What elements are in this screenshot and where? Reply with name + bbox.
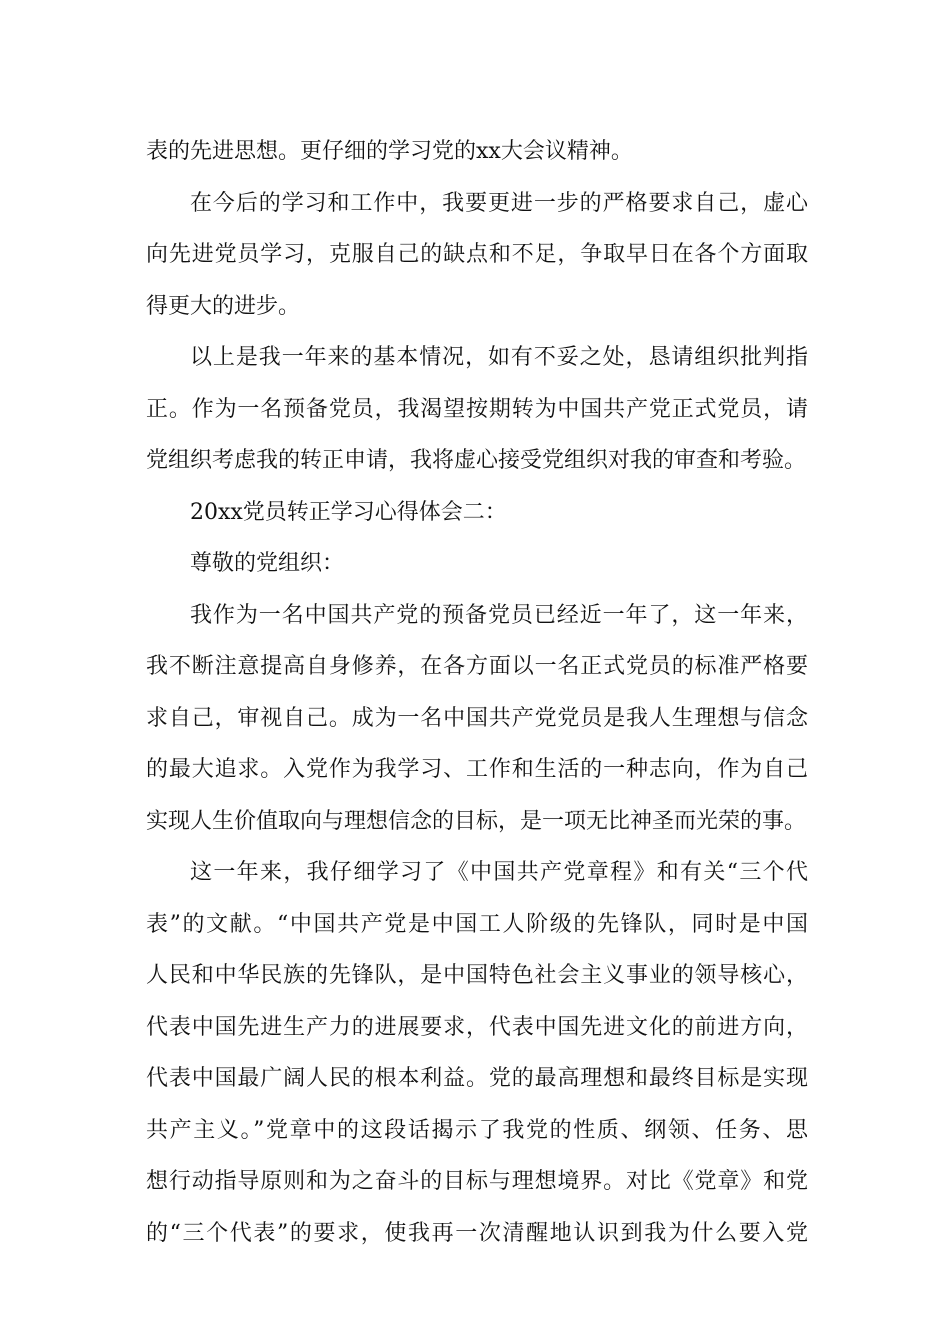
text-line: 代表中国先进生产力的进展要求，代表中国先进文化的前进方向， <box>146 1014 808 1040</box>
text-line: 的“三个代表”的要求，使我再一次清醒地认识到我为什么要入党 <box>146 1220 808 1246</box>
text-line: 人民和中华民族的先锋队，是中国特色社会主义事业的领导核心， <box>146 963 808 988</box>
text-line: 这一年来，我仔细学习了《中国共产党章程》和有关“三个代 <box>190 860 808 885</box>
text-line: 在今后的学习和工作中，我要更进一步的严格要求自己，虚心 <box>190 190 808 216</box>
document-body <box>146 126 808 1259</box>
text-line: 的最大追求。入党作为我学习、工作和生活的一种志向，作为自己 <box>146 757 808 782</box>
text-line: 求自己，审视自己。成为一名中国共产党党员是我人生理想与信念 <box>146 705 808 731</box>
text-line: 尊敬的党组织： <box>190 551 345 576</box>
text-line: 得更大的进步。 <box>146 293 301 319</box>
text-line: 我作为一名中国共产党的预备党员已经近一年了，这一年来， <box>190 602 808 628</box>
text-line: 党组织考虑我的转正申请，我将虚心接受党组织对我的审查和考验。 <box>146 448 807 473</box>
text-line: 我不断注意提高自身修养，在各方面以一名正式党员的标准严格要 <box>146 654 808 679</box>
text-line: 20xx党员转正学习心得体会二： <box>190 499 507 525</box>
text-line: 代表中国最广阔人民的根本利益。党的最高理想和最终目标是实现 <box>146 1066 808 1091</box>
text-line: 正。作为一名预备党员，我渴望按期转为中国共产党正式党员，请 <box>146 396 808 422</box>
text-line: 实现人生价值取向与理想信念的目标，是一项无比神圣而光荣的事。 <box>146 808 807 834</box>
text-line: 想行动指导原则和为之奋斗的目标与理想境界。对比《党章》和党 <box>146 1169 808 1194</box>
text-line: 以上是我一年来的基本情况，如有不妥之处，恳请组织批判指 <box>190 345 808 370</box>
text-line: 向先进党员学习，克服自己的缺点和不足，争取早日在各个方面取 <box>146 242 808 267</box>
text-line: 表”的文献。“中国共产党是中国工人阶级的先锋队，同时是中国 <box>146 911 808 937</box>
text-line: 表的先进思想。更仔细的学习党的xx大会议精神。 <box>146 139 633 164</box>
text-line: 共产主义。”党章中的这段话揭示了我党的性质、纲领、任务、思 <box>146 1117 808 1143</box>
